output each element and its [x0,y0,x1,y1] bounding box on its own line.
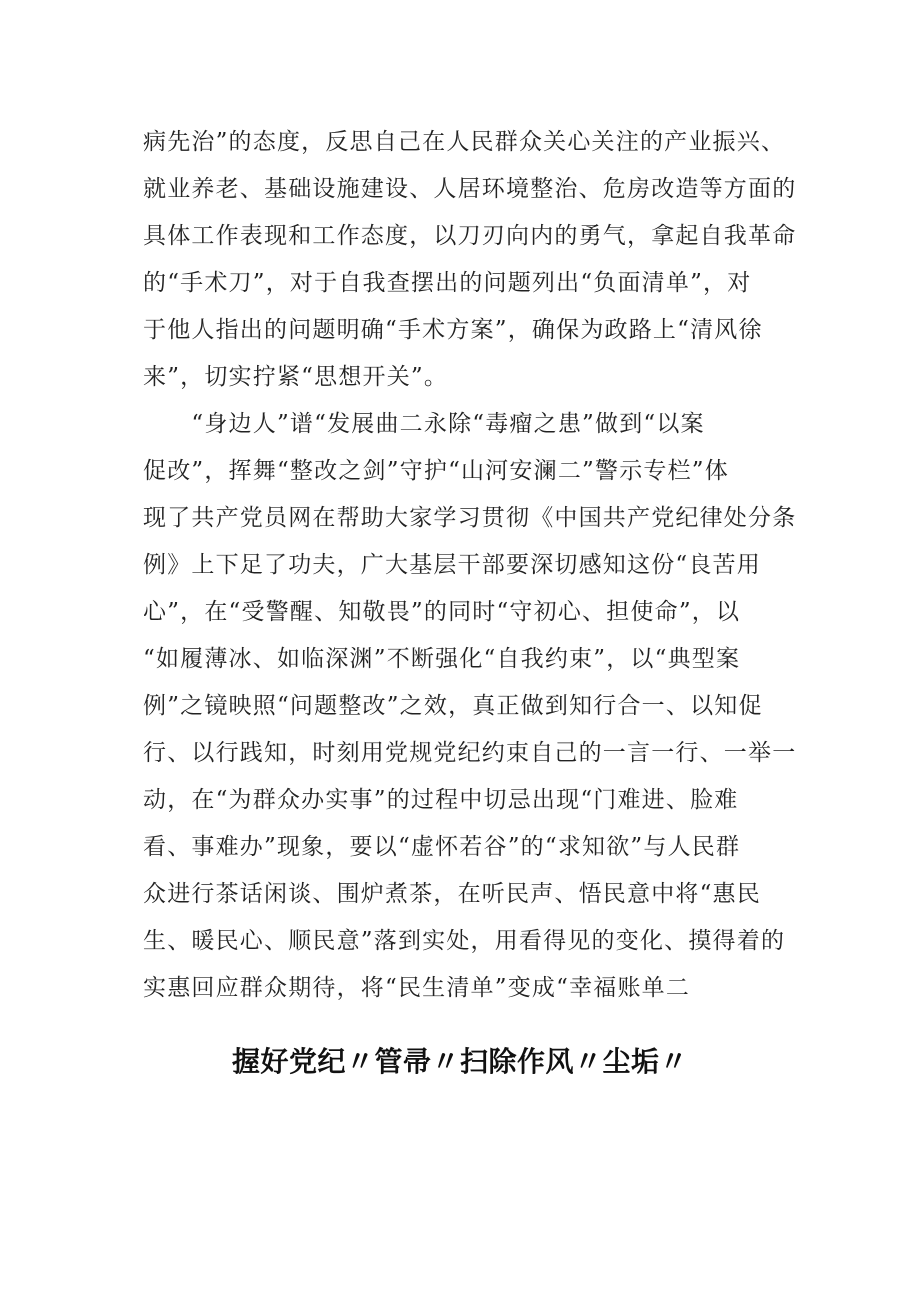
text-line: 动，在“为群众办实事”的过程中切忌出现“门难进、脸难 [143,787,739,813]
body-text [143,122,797,1015]
text-line: “如履薄冰、如临深渊”不断强化“自我约束”，以“典型案 [143,646,741,672]
text-line: 就业养老、基础设施建设、人居环境整治、危房改造等方面的 [143,176,797,202]
text-line: 具体工作表现和工作态度，以刀刃向内的勇气，拿起自我革命 [143,223,797,249]
text-line: 行、以行践知，时刻用党规党纪约束自己的一言一行、一举一 [143,740,797,766]
text-line: 例》上下足了功夫，广大基层干部要深切感知这份“良苦用 [143,552,761,578]
text-line: 促改”，挥舞“整改之剑”守护“山河安澜二”警示专栏”体 [143,458,729,484]
text-line: 看、事难办”现象，要以“虚怀若谷”的“求知欲”与人民群 [143,834,741,860]
text-line: 实惠回应群众期待，将“民生清单”变成“幸福账单二 [143,975,691,1001]
text-line: 心”，在“受警醒、知敬畏”的同时“守初心、担使命”，以 [143,599,741,625]
text-line: 于他人指出的问题明确“手术方案”，确保为政路上“清风徐 [143,317,763,343]
text-line: 来”，切实拧紧“思想开关”。 [143,364,449,390]
section-heading: 握好党纪〃管帚〃扫除作风〃尘垢〃 [231,1045,688,1078]
text-line: 病先治”的态度，反思自己在人民群众关心关注的产业振兴、 [143,129,786,155]
text-line: 生、暖民心、顺民意”落到实处，用看得见的变化、摸得着的 [143,928,786,954]
text-line: 众进行茶话闲谈、围炉煮茶，在听民声、悟民意中将“惠民 [143,881,761,907]
text-line: 的“手术刀”，对于自我查摆出的问题列出“负面清单”，对 [143,270,752,296]
text-line: “身边人”谱“发展曲二永除“毒瘤之患”做到“以案 [143,411,705,437]
text-line: 现了共产党员网在帮助大家学习贯彻《中国共产党纪律处分条 [143,505,797,531]
text-line: 例”之镜映照“问题整改”之效，真正做到知行合一、以知促 [143,693,763,719]
